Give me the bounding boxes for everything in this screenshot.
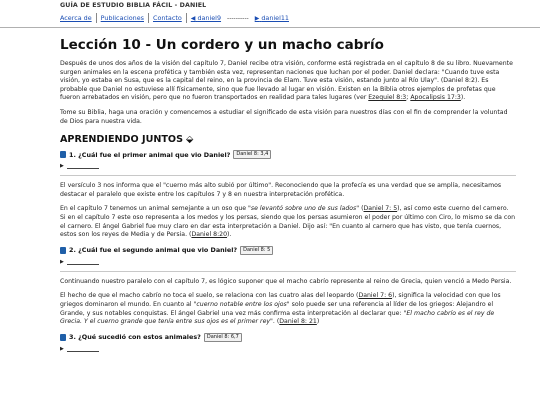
ref-separator: ; (406, 94, 411, 102)
explanation-paragraph-4 (60, 292, 516, 326)
ref-apocalipsis-link[interactable]: Apocalipsis 17:3 (410, 94, 461, 102)
intro-paragraph-2: Tome su Biblia, haga una oración y comencemos a estudiar el significado de esta visión para nuestros días con el fin de comprender la voluntad de Dios para nuestra vida. (60, 108, 508, 125)
site-title: GUÍA DE ESTUDIO BIBLIA FÁCIL - DANIEL (60, 2, 207, 9)
question-3-reference-badge[interactable]: Daniel 8: 6,7 (204, 333, 242, 342)
answer-blank (67, 163, 99, 169)
ref-daniel-7-5-link[interactable]: Daniel 7: 5 (363, 205, 398, 213)
expand-arrow-icon[interactable]: ▶ (60, 345, 64, 352)
right-arrow-icon: ▶ (254, 14, 260, 22)
answer-1[interactable] (60, 163, 516, 169)
explanation-paragraph-2: En el capítulo 7 tenemos un animal semejante a un oso que "se levantó sobre uno de sus lados" (Daniel 7: 5), así como este cuerno del carnero. Si en el capítulo 7 este oso representa a los medos y los persas, siendo que los persas asumieron el poder por último con Ciro, lo mismo se da con el carnero. El ángel Gabriel fue muy claro en dar esta interpretación a Daniel. Dijo así: "En cuanto al carnero que has visto, que tenía cuernos, estos son los reyes de Media y de Persia. (Daniel 8:20). (60, 205, 516, 239)
top-bar (0, 0, 540, 28)
book-icon (60, 247, 66, 254)
p4-quote-2: "El macho cabrío es el rey de Grecia. Y el cuerno grande que tenía entre sus ojos es el primer rey" (60, 309, 495, 326)
divider (60, 175, 516, 176)
intro-end: ). (460, 94, 466, 102)
explanation-paragraph-3: Continuando nuestro paralelo con el capítulo 7, es lógico suponer que el macho cabrío represente al reino de Grecia, quien venció a Medo Persia. (60, 277, 512, 285)
next-chapter-link[interactable] (251, 13, 293, 24)
lesson-content (60, 37, 516, 358)
p4-text-c: solo puede ser una referencia al líder de los griegos: Alejandro el Grande, y sus notables conquistas. El ángel Gabriel una vez más confirma esta interpretación al declarar que: (60, 300, 494, 317)
section-title: APRENDIENDO JUNTOS (60, 134, 183, 146)
nav-contact-link[interactable]: Contacto (149, 13, 187, 23)
question-2 (60, 246, 516, 255)
toggle-icon[interactable]: ⬙ (186, 134, 194, 146)
ref-daniel-8-20-link[interactable]: Daniel 8:20 (191, 231, 228, 239)
answer-2[interactable] (60, 259, 516, 265)
question-2-reference-badge[interactable]: Daniel 8: 5 (240, 246, 273, 255)
question-1-reference-badge[interactable]: Daniel 8: 3,4 (233, 150, 271, 159)
p4-text-e: ) (316, 318, 320, 326)
question-3 (60, 333, 516, 342)
expand-arrow-icon[interactable]: ▶ (60, 163, 64, 170)
p2-text-b: , así como este cuerno del carnero. Si en el capítulo 7 este oso representa a los medos y los persas, siendo que los persas asumieron el poder por último con Ciro, lo mismo se da con el carnero. El ángel Gabriel fue muy claro en dar esta interpretación a Daniel. Dijo así: "En cuanto al carnero que has visto, que tenía cuernos, estos son los reyes de Media y de Persia. (60, 205, 516, 239)
expand-arrow-icon[interactable]: ▶ (60, 258, 64, 265)
p4-text-a: El hecho de que el macho cabrío no toca el suelo, se relaciona con las cuatro alas del leopardo ( (60, 292, 359, 300)
next-chapter-label: daniel11 (261, 13, 289, 22)
book-icon (60, 151, 66, 158)
nav-about-link[interactable]: Acerca de (60, 13, 97, 23)
nav-bar (60, 12, 540, 24)
p4-text-d: . ( (272, 318, 280, 326)
p4-quote-1: "cuerno notable entre los ojos" (193, 300, 290, 308)
ref-ezequiel-link[interactable]: Ezequiel 8:3 (368, 94, 407, 102)
question-2-label: 2. ¿Cuál fue el segundo animal que vio Daniel? (69, 246, 238, 255)
answer-3[interactable] (60, 346, 516, 352)
nav-separator: ---------- (227, 14, 249, 22)
question-1-label: 1. ¿Cuál fue el primer animal que vio Daniel? (69, 150, 231, 159)
lesson-title: Lección 10 - Un cordero y un macho cabrío (60, 37, 384, 53)
section-heading (60, 134, 516, 145)
p4-text-b: ), significa la velocidad con que los griegos dominaron el mundo. En cuanto al (60, 292, 501, 308)
ref-daniel-8-21-link[interactable]: Daniel 8: 21 (279, 318, 317, 326)
question-3-label: 3. ¿Qué sucedió con estos animales? (69, 333, 201, 342)
left-arrow-icon: ◀ (190, 14, 196, 22)
answer-blank (67, 259, 99, 265)
p2-text-c: ). (227, 231, 232, 239)
prev-chapter-link[interactable] (187, 13, 225, 24)
prev-chapter-label: daniel9 (197, 13, 222, 22)
book-icon (60, 334, 66, 341)
ref-daniel-7-6-link[interactable]: Daniel 7: 6 (358, 292, 393, 300)
question-1 (60, 150, 516, 159)
intro-paragraph-1 (60, 60, 516, 103)
nav-publications-link[interactable]: Publicaciones (97, 13, 149, 23)
intro-text: Después de unos dos años de la visión del capítulo 7, Daniel recibe otra visión, conforme está registrada en el capítulo 8 de su libro. Nuevamente surgen animales en la escena profética y también esta vez, representan naciones que luchan por el poder. Daniel declara: "Cuando tuve esta visión, yo estaba en Susa, que es la capital del reino, en la provincia de Elam. Tuve esta visión, estando junto al Río Ulay". (Daniel 8:2). Es probable que Daniel no estuviese allí físicamente, sino que fue llevado al lugar en visión. Existen en la Biblia otros ejemplos de profetas que fueron arrebatados en visión, pero que no fueron transportados en realidad para tales lugares (ver (60, 60, 513, 102)
answer-blank (67, 346, 99, 352)
explanation-paragraph-1: El versículo 3 nos informa que el "cuerno más alto subió por último". Reconociendo que la profecía es una verdad que se amplía, necesitamos destacar el paralelo que existe entre los capítulos 7 y 8 en nuestra interpretación profética. (60, 182, 502, 198)
p2-text-a: En el capítulo 7 tenemos un animal semejante a un oso que (60, 205, 249, 213)
divider (60, 271, 516, 272)
p2-quote: "se levantó sobre uno de sus lados" (248, 205, 360, 213)
